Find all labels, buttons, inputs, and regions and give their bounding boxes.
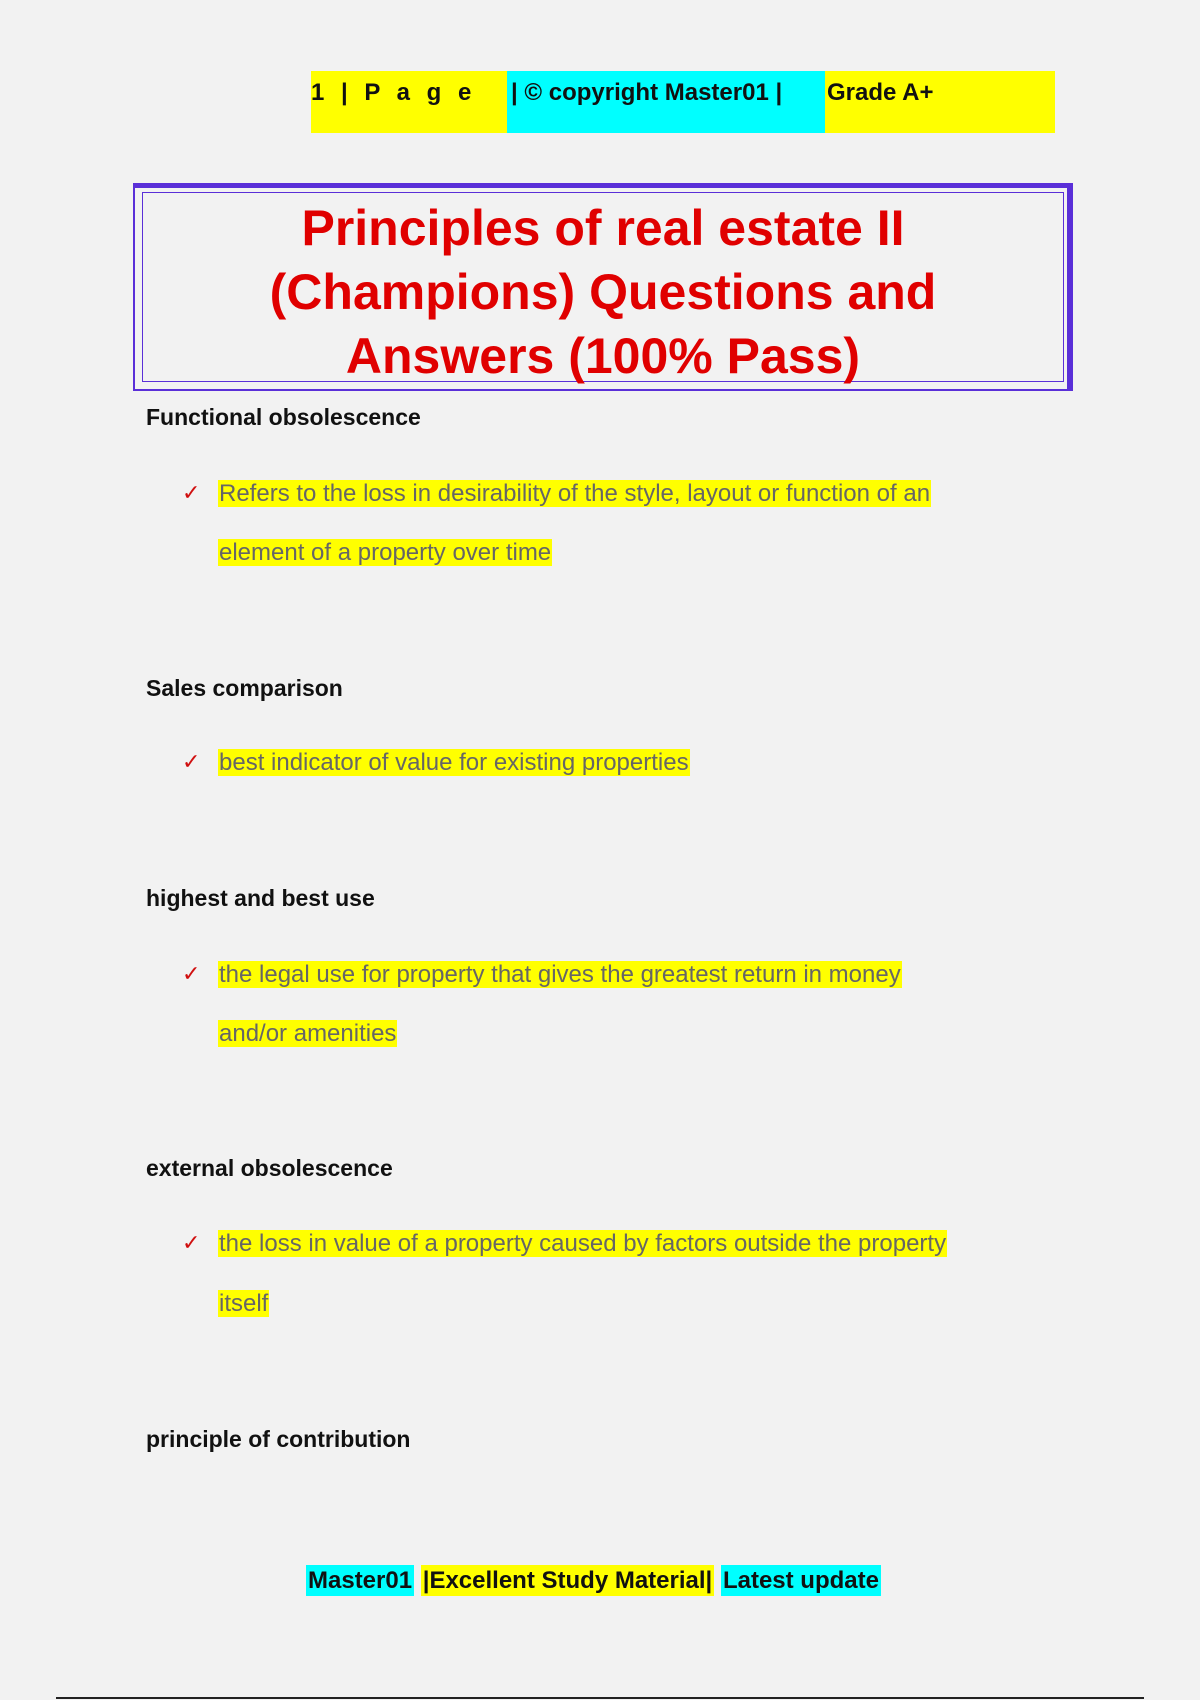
title-line-1: Principles of real estate II bbox=[301, 200, 905, 256]
answer-line: best indicator of value for existing properties bbox=[219, 749, 689, 776]
answer-line: element of a property over time bbox=[219, 539, 552, 566]
page-footer bbox=[306, 1567, 881, 1595]
page-header bbox=[311, 71, 1055, 133]
footer-brand: Master01 bbox=[308, 1567, 413, 1594]
check-icon: ✓ bbox=[182, 961, 201, 986]
title-line-3: Answers (100% Pass) bbox=[345, 328, 861, 384]
footer-tagline: |Excellent Study Material| bbox=[422, 1567, 713, 1594]
title-line-2: (Champions) Questions and bbox=[269, 264, 937, 320]
footer-update: Latest update bbox=[722, 1567, 879, 1594]
term-principle-of-contribution: principle of contribution bbox=[146, 1426, 411, 1452]
term-functional-obsolescence: Functional obsolescence bbox=[146, 404, 421, 430]
document-title bbox=[133, 196, 1073, 388]
answer-line: the legal use for property that gives the greatest return in money bbox=[219, 961, 901, 988]
term-highest-and-best-use: highest and best use bbox=[146, 885, 375, 911]
grade-label: Grade A+ bbox=[825, 71, 1055, 133]
bottom-divider bbox=[56, 1697, 1144, 1699]
check-icon: ✓ bbox=[182, 480, 201, 505]
check-icon: ✓ bbox=[182, 749, 201, 774]
check-icon: ✓ bbox=[182, 1230, 201, 1255]
copyright-label: | © copyright Master01 | bbox=[507, 71, 825, 133]
term-external-obsolescence: external obsolescence bbox=[146, 1155, 393, 1181]
page-number: 1 | P a g e bbox=[311, 71, 507, 133]
answer-line: the loss in value of a property caused by factors outside the property bbox=[219, 1230, 947, 1257]
term-sales-comparison: Sales comparison bbox=[146, 675, 343, 701]
answer-line: and/or amenities bbox=[219, 1020, 397, 1047]
answer-line: itself bbox=[219, 1290, 269, 1317]
answer-line: Refers to the loss in desirability of the style, layout or function of an bbox=[219, 480, 931, 507]
